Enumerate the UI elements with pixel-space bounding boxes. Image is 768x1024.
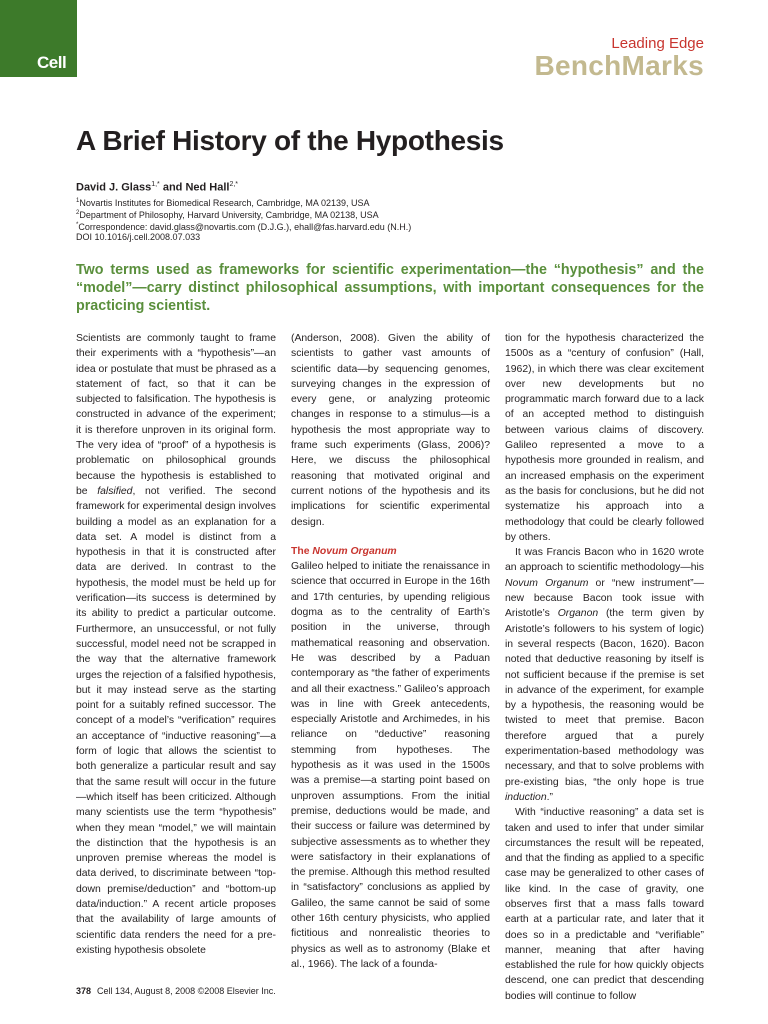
author-line — [76, 181, 238, 194]
page-number: 378 — [76, 986, 92, 996]
column-1 — [76, 331, 276, 958]
correspondence: *Correspondence: david.glass@novartis.com (D.J.G.), ehall@fas.harvard.edu (N.H.) — [76, 222, 412, 232]
affiliation-1: $^1$Novartis Institutes for Biomedical Research, Cambridge, MA 02139, USA — [76, 198, 370, 208]
author-2-affil: 2,* — [229, 181, 239, 188]
author-conjunction: and — [159, 181, 186, 194]
author-1-affil: 1,* — [151, 181, 160, 188]
paragraph-2: (Anderson, 2008). Given the ability of scientists to gather vast amounts of scientific data—by sequencing genomes, surveying changes in the expression of every gene, or analyzing proteomic changes in response to a stimulus—is a hypothesis the most appropriate way to frame such experiments (Glass, 2006)? Here, we discuss the philosophical reasoning that motivated original and current notions of the hypothesis and its implications for scientific experimental design. — [291, 333, 490, 528]
doi[interactable]: DOI 10.1016/j.cell.2008.07.033 — [76, 232, 201, 242]
author-1: David J. Glass — [76, 181, 152, 194]
abstract: Two terms used as frameworks for scientific experimentation—the “hypothesis” and the “model”—carry distinct philosophical assumptions, with important consequences for the practicing scientist. — [76, 262, 704, 314]
cell-logo-text: Cell — [37, 53, 67, 72]
affiliation-2: $^2$Department of Philosophy, Harvard University, Cambridge, MA 02138, USA — [76, 210, 379, 220]
paragraph-6: With “inductive reasoning” a data set is taken and used to infer that under similar circumstances the result will be repeated, and that the finding as applied to a specific case may be generalized to other cases of like kind. In the case of gravity, one observes first that a mass falls toward earth at a particular rate, and later that it does so in a predictable and “verifiable” manner, meaning that after having established the rule for how quickly objects descend, one can predict that descending bodies will continue to follow — [505, 807, 704, 1002]
journal-citation: Cell 134, August 8, 2008 ©2008 Elsevier Inc. — [97, 986, 276, 996]
section-heading: The Novum Organum — [291, 545, 397, 557]
correspondence-text[interactable]: Correspondence: david.glass@novartis.com (D.J.G.), ehall@fas.harvard.edu (N.H.) — [78, 222, 412, 232]
cell-logo — [0, 0, 77, 77]
column-2 — [291, 331, 490, 972]
column-3 — [505, 331, 704, 1004]
paragraph-3: Galileo helped to initiate the renaissance in science that occurred in Europe in the 16th and 17th centuries, by upending religious dogma as to the centrality of Earth’s position in the universe, through mathematical reasoning and observation. He was described by a Paduan contemporary as “the father of experiments and all their exactness.” Galileo’s approach was in line with Greek antecedents, especially Aristotle and Archimedes, in his reliance on “deductive” reasoning stemming from hypotheses. The hypothesis as it was used in the 1500s was a premise—a starting point based on unproven assumptions. From the initial premise, deductions would be made, and their success or failure was determined by subjective assessments as to whether they were satisfactory in their explanations of the premise. Although this method resulted in “satisfactory” conclusions as applied by Galileo, the same cannot be said of some other 16th century physicists, who applied fictitious and nonrealistic theories to physics as well as to astronomy (Blake et al., 1966). The lack of a founda- — [291, 561, 490, 970]
author-2: Ned Hall — [185, 181, 230, 194]
page-footer — [76, 986, 276, 996]
paragraph-5: It was Francis Bacon who in 1620 wrote an approach to scientific methodology—his Novum Organum or “new instrument”—new because Bacon took issue with Aristotle’s Organon (the term given by Aristotle’s followers to his system of logic) in several respects (Bacon, 1620). Bacon noted that deductive reasoning by itself is not sufficient because if the premise is set in advance of the experiment, for example by a hypothesis, the reasoning would be twisted to meet that premise. Bacon therefore argued that a purely experimentation-based methodology was necessary, and that to solve problems with pre-existing bias, “the only hope is true induction.” — [505, 547, 704, 803]
category-label: BenchMarks — [534, 50, 704, 81]
section-label: Leading Edge — [611, 35, 704, 52]
article-title: A Brief History of the Hypothesis — [76, 125, 504, 156]
paragraph-1: Scientists are commonly taught to frame their experiments with a “hypothesis”—an idea or postulate that must be phrased as a statement of fact, so that it can be subjected to falsification. The hypothesis is constructed in advance of the experiment; it is therefore unproven in its original form. The very idea of “proof” of a hypothesis is problematic on philosophical grounds because the hypothesis is established to be falsified, not verified. The second framework for experimental design involves building a model as an explanation for a data set. A model is distinct from a hypothesis in that it is constructed after data are derived. In contrast to the hypothesis, the model must be held up for verification—its success is determined by its ability to predict a particular outcome. Furthermore, an unsuccessful, or not fully successful, model need not be scrapped in the way that the alternative framework urges the rejection of a falsified hypothesis, but it may instead serve as the starting point for a suitably refined successor. The concept of a model’s “verification” requires an acceptance of “inductive reasoning”—a form of logic that allows the scientist to both generalize a particular result and say that the same result will occur in the future—which itself has been criticized. Although many scientists use the term “hypothesis” when they mean “model,” we will maintain the distinction that the hypothesis is an unproven premise whereas the model is data derived, to discriminate between “top-down premise/deduction” and “bottom-up data/induction.” A recent article proposes that the availability of large amounts of scientific data renders the need for a pre-existing hypothesis obsolete — [76, 333, 276, 956]
paragraph-4: tion for the hypothesis characterized the 1500s as a “century of confusion” (Hall, 1962), in which there was clear excitement over new developments but no programmatic march forward due to a lack of an accepted method to distinguish between various claims of discovery. Galileo represented a move to a hypothesis more grounded in realism, and an increased emphasis on the experiment as the basis for conclusions, but he did not systematize his approach into a methodology that could be clearly followed by others. — [505, 333, 704, 543]
